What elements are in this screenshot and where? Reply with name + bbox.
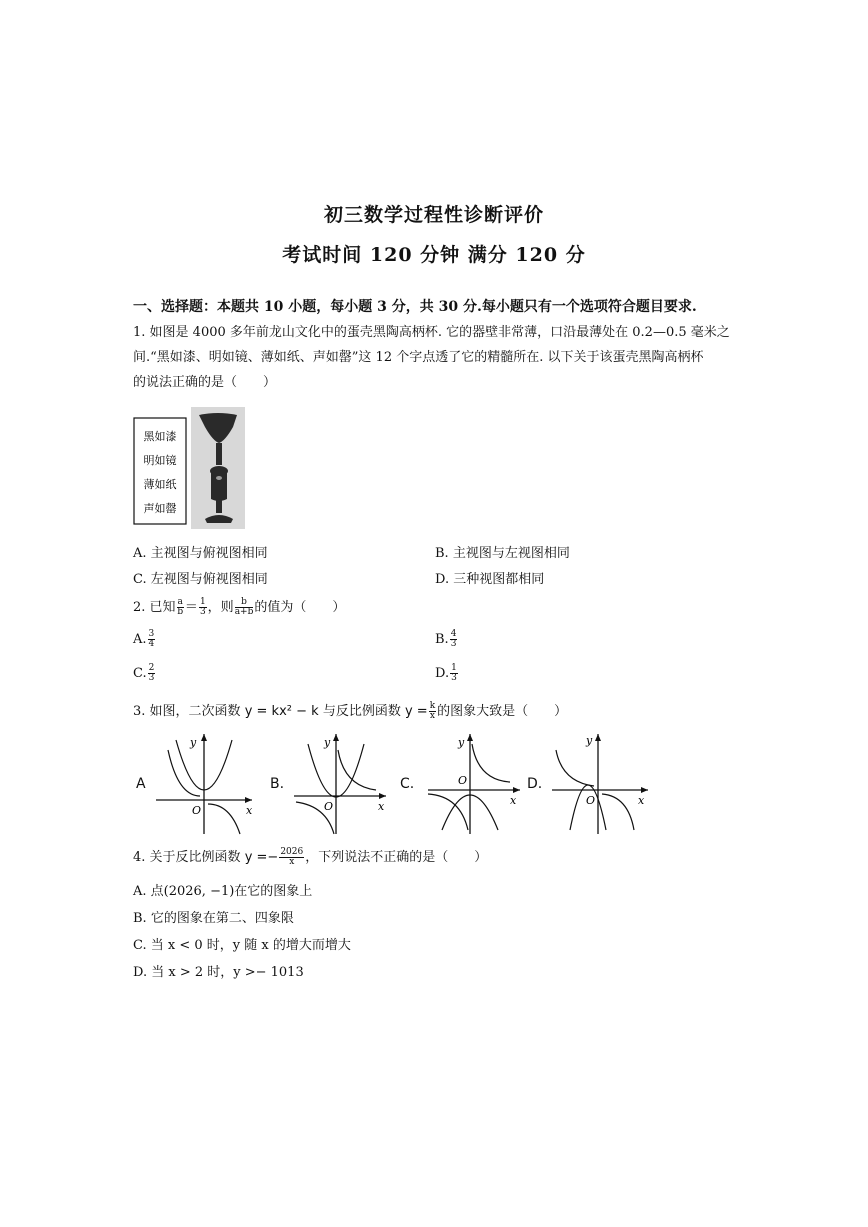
q3-suffix: 的图象大致是（ ） xyxy=(437,704,568,719)
graph-d-x: x xyxy=(638,794,645,807)
q2-mid: ，则 xyxy=(207,600,234,615)
graph-b[interactable] xyxy=(290,730,390,836)
graph-d-label[interactable]: D. xyxy=(527,776,543,792)
graph-a[interactable] xyxy=(148,730,256,836)
graph-b-x: x xyxy=(378,800,385,813)
graph-c-origin: O xyxy=(458,774,468,787)
question-2 xyxy=(133,596,345,617)
graph-c-y: y xyxy=(458,736,465,749)
graph-a-origin: O xyxy=(192,804,202,817)
question-3 xyxy=(133,700,567,721)
q4-suffix: ，下列说法不正确的是（ ） xyxy=(305,850,488,865)
q1-line2: 间.“黑如漆、明如镜、薄如纸、声如罄”这 12 个字点透了它的精髓所在. 以下关于该蛋壳黑陶高柄杯 xyxy=(133,350,704,365)
q1-option-c[interactable]: C. 左视图与俯视图相同 xyxy=(133,572,268,587)
figure-text-2: 明如镜 xyxy=(143,454,177,467)
q2-equals: ＝ xyxy=(184,600,198,615)
page-subtitle: 考试时间 120 分钟 满分 120 分 xyxy=(282,244,586,266)
page-title: 初三数学过程性诊断评价 xyxy=(323,204,544,226)
q2-prefix: 2. 已知 xyxy=(133,600,176,615)
q4-option-b[interactable]: B. 它的图象在第二、四象限 xyxy=(133,911,294,926)
section-heading: 一、选择题：本题共 10 小题，每小题 3 分，共 30 分.每小题只有一个选项符合题目要求. xyxy=(133,299,697,315)
q2-option-d[interactable]: D. $\frac{1}{3}$ xyxy=(435,663,457,683)
q2-frac-13: $\frac{1}{3}$ xyxy=(199,597,206,617)
q2-frac-ab: $\frac{a}{b}$ xyxy=(177,597,184,617)
figure-text-1: 黑如漆 xyxy=(143,430,177,443)
figure-text-4: 声如罄 xyxy=(143,502,177,515)
q3-frac-kx: $\frac{k}{x}$ xyxy=(429,701,436,721)
figure-text-3: 薄如纸 xyxy=(143,478,177,491)
q4-prefix: 4. 关于反比例函数 xyxy=(133,850,241,865)
q1-option-d[interactable]: D. 三种视图都相同 xyxy=(435,572,545,587)
graph-c-x: x xyxy=(510,794,517,807)
graph-a-label[interactable]: A xyxy=(136,776,146,792)
question-4 xyxy=(133,846,487,867)
q2-frac-target: $\frac{b}{a+b}$ xyxy=(234,597,254,617)
q2-option-c[interactable]: C. $\frac{2}{3}$ xyxy=(133,663,155,683)
q2-suffix: 的值为（ ） xyxy=(254,600,346,615)
q4-frac: $\frac{2026}{x}$ xyxy=(280,847,304,867)
q2-option-b[interactable]: B. $\frac{4}{3}$ xyxy=(435,629,457,649)
q3-quadratic: y = kx² − k xyxy=(244,704,319,719)
q1-line1: 1. 如图是 4000 多年前龙山文化中的蛋壳黑陶高柄杯. 它的器壁非常薄，口沿最薄处在 0.2—0.5 毫米之 xyxy=(133,325,730,340)
graph-d-y: y xyxy=(586,734,593,747)
q4-option-d[interactable]: D. 当 x > 2 时，y >− 1013 xyxy=(133,965,304,980)
q3-mid: 与反比例函数 xyxy=(322,704,401,719)
graph-d-origin: O xyxy=(586,794,596,807)
q2-option-a[interactable]: A. $\frac{3}{4}$ xyxy=(133,629,155,649)
graph-c[interactable] xyxy=(424,730,524,836)
graph-c-label[interactable]: C. xyxy=(400,776,415,792)
question-1 xyxy=(133,320,753,395)
q1-line3: 的说法正确的是（ ） xyxy=(133,375,277,390)
q1-option-a[interactable]: A. 主视图与俯视图相同 xyxy=(133,546,268,561)
q4-option-a[interactable]: A. 点(2026, −1)在它的图象上 xyxy=(133,884,313,899)
graph-a-x: x xyxy=(246,804,253,817)
q3-prefix: 3. 如图，二次函数 xyxy=(133,704,241,719)
graph-b-origin: O xyxy=(324,800,334,813)
cup-figure xyxy=(133,407,245,533)
graph-b-y: y xyxy=(324,736,331,749)
q4-expr-lhs: y =− xyxy=(244,850,279,865)
graph-a-y: y xyxy=(190,736,197,749)
graph-b-label[interactable]: B. xyxy=(270,776,285,792)
graph-d[interactable] xyxy=(548,730,652,836)
q4-option-c[interactable]: C. 当 x < 0 时，y 随 x 的增大而增大 xyxy=(133,938,351,953)
q3-inverse-lhs: y = xyxy=(404,704,428,719)
q1-option-b[interactable]: B. 主视图与左视图相同 xyxy=(435,546,570,561)
